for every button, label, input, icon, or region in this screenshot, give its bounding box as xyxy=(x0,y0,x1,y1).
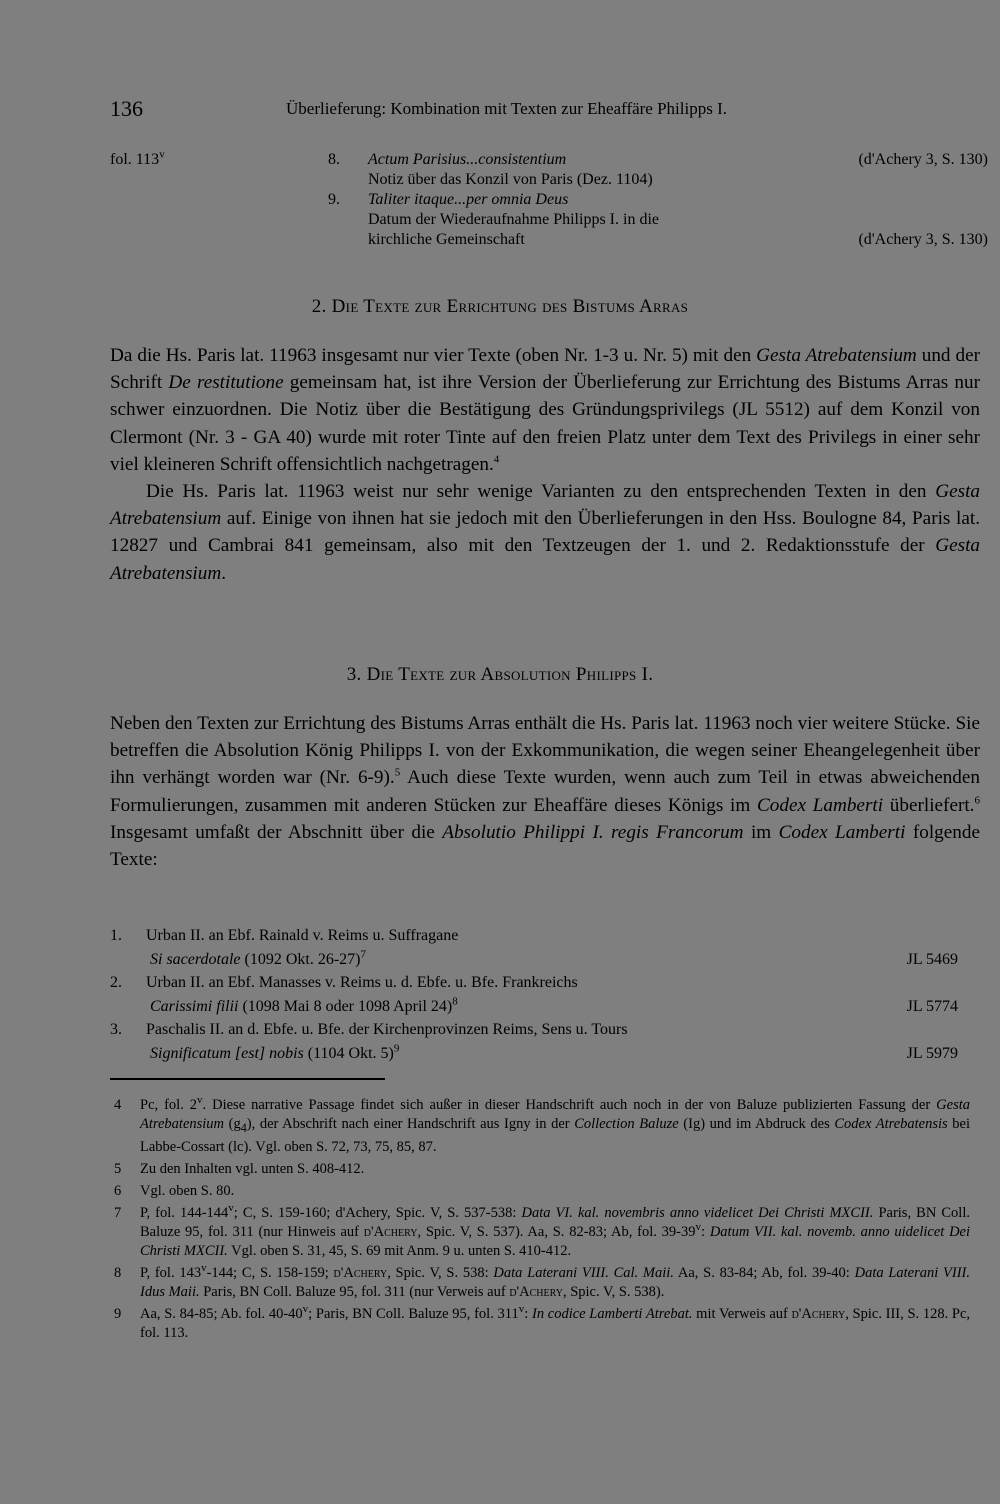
paragraph: Die Hs. Paris lat. 11963 weist nur sehr wenige Varianten zu den entsprechenden Texten in den Gesta Atrebatensium auf. Einige von ihnen hat sie jedoch mit den Überlieferungen in den Hss. Boulogne 84, Paris lat. 12827 und Cambrai 841 gemeinsam, also mit den Textzeugen der 1. und 2. Redaktionsstufe der Gesta Atrebatensium. xyxy=(110,481,980,584)
footnote-5: 5 Zu den Inhalten vgl. unten S. 408-412. xyxy=(114,1160,365,1177)
footnote-ref[interactable]: 7 xyxy=(360,948,366,961)
footnote-ref[interactable]: 4 xyxy=(493,453,500,466)
footnote-9: 9 Aa, S. 84-85; Ab. fol. 40-40$^v$; Paris, BN Coll. Baluze 95, fol. 311$^v$: In codice Lamberti Atrebat. mit Verweis auf d'Achery, Spic. III, S. 128. Pc, fol. 113. xyxy=(114,1303,971,1341)
footnotes xyxy=(110,1096,970,1346)
section-2-body xyxy=(110,342,980,587)
footnote-divider xyxy=(110,1078,385,1080)
section-heading-3: 3. Die Texte zur Absolution Philipps I. xyxy=(346,664,654,685)
list-item-desc: kirchliche Gemeinschaft (d'Achery 3, S. 130) xyxy=(368,231,988,248)
reference: JL 5774 xyxy=(906,997,958,1015)
absolution-text-list xyxy=(110,924,958,1065)
footnote-ref[interactable]: 9 xyxy=(393,1042,400,1055)
list-item: 2. Urban II. an Ebf. Manasses v. Reims u. d. Ebfe. u. Bfe. Frankreichs Carissimi filii (1098 Mai 8 oder 1098 April 24)$^8$ JL 5774 xyxy=(110,971,958,1018)
list-item: 1. Urban II. an Ebf. Rainald v. Reims u. Suffragane Si sacerdotale (1092 Okt. 26-27)$^7$ JL 5469 xyxy=(110,924,958,971)
footnote-6: 6 Vgl. oben S. 80. xyxy=(114,1182,235,1199)
paragraph: Neben den Texten zur Errichtung des Bistums Arras enthält die Hs. Paris lat. 11963 noch vier weitere Stücke. Sie betreffen die Absolution König Philipps I. von der Exkommunikation, die wegen seiner Eheangelegenheit über ihn verhängt worden war (Nr. 6-9).$^5$ Auch diese Texte wurden, wenn auch zum Teil in etwas abweichenden Formulierungen, zusammen mit anderen Stücken zur Eheaffäre dieses Königs im Codex Lamberti überliefert.$^6$ Insgesamt umfaßt der Abschnitt über die Absolutio Philippi I. regis Francorum im Codex Lamberti folgende Texte: xyxy=(110,713,981,871)
folio-label: fol. 113$^v$ xyxy=(110,148,165,168)
footnote-ref[interactable]: 5 xyxy=(394,767,401,780)
incipit: Actum Parisius...consistentium xyxy=(368,151,567,168)
reference: (d'Achery 3, S. 130) xyxy=(858,151,988,168)
list-item-desc: Datum der Wiederaufnahme Philipps I. in die xyxy=(368,211,659,228)
incipit: Si sacerdotale xyxy=(150,950,241,968)
incipit: Taliter itaque...per omnia Deus xyxy=(368,191,569,208)
running-title: Überlieferung: Kombination mit Texten zur Eheaffäre Philipps I. xyxy=(286,99,728,118)
footnote-8: 8 P, fol. 143$^v$-144; C, S. 158-159; d'Achery, Spic. V, S. 538: Data Laterani VIII. Cal. Maii. Aa, S. 83-84; Ab, fol. 39-40: Data Laterani VIII. Idus Maii. Paris, BN Coll. Baluze 95, fol. 311 (nur Verweis auf d'Achery, Spic. V, S. 538). xyxy=(114,1262,971,1300)
reference: JL 5469 xyxy=(906,950,958,968)
footnote-ref[interactable]: 8 xyxy=(452,995,458,1008)
page-header xyxy=(110,96,890,126)
reference: JL 5979 xyxy=(906,1044,958,1062)
list-item: 8. Actum Parisius...consistentium (d'Achery 3, S. 130) xyxy=(328,151,988,168)
section-3-body xyxy=(110,710,980,873)
list-item: 9. Taliter itaque...per omnia Deus xyxy=(328,191,569,208)
section-heading-2: 2. Die Texte zur Errichtung des Bistums Arras xyxy=(311,296,689,317)
footnote-4: 4 Pc, fol. 2$^v$. Diese narrative Passage findet sich außer in dieser Handschrift auch noch in der von Baluze publizierten Fassung der Gesta Atrebatensium $(g_4)$, der Abschrift nach einer Handschrift aus Igny in der Collection Baluze (Ig) und im Abdruck des Codex Atrebatensis bei Labbe-Cossart (lc). Vgl. oben S. 72, 73, 75, 85, 87. xyxy=(114,1094,971,1155)
reference: (d'Achery 3, S. 130) xyxy=(858,231,988,248)
incipit: Carissimi filii xyxy=(150,997,239,1015)
footnote-ref[interactable]: 6 xyxy=(974,794,980,807)
folio-text-list xyxy=(328,150,988,250)
incipit: Significatum [est] nobis xyxy=(150,1044,304,1062)
list-item-desc: Notiz über das Konzil von Paris (Dez. 1104) xyxy=(368,171,653,188)
footnote-7: 7 P, fol. 144-144$^v$; C, S. 159-160; d'Achery, Spic. V, S. 537-538: Data VI. kal. novembris anno videlicet Dei Christi MXCII. Paris, BN Coll. Baluze 95, fol. 311 (nur Hinweis auf d'Achery, Spic. V, S. 537). Aa, S. 82-83; Ab, fol. 39-39$^v$: Datum VII. kal. novemb. anno uidelicet Dei Christi MXCII. Vgl. oben S. 31, 45, S. 69 mit Anm. 9 u. unten S. 410-412. xyxy=(114,1202,971,1259)
paragraph: Da die Hs. Paris lat. 11963 insgesamt nur vier Texte (oben Nr. 1-3 u. Nr. 5) mit den Gesta Atrebatensium und der Schrift De restitutione gemeinsam hat, ist ihre Version der Überlieferung zur Errichtung des Bistums Arras nur schwer einzuordnen. Die Notiz über die Bestätigung des Gründungsprivilegs (JL 5512) auf dem Konzil von Clermont (Nr. 3 - GA 40) wurde mit roter Tinte auf den freien Platz unter dem Text des Privilegs in einer sehr viel kleineren Schrift offensichtlich nachgetragen.$^4$ xyxy=(110,345,981,475)
page-number: 136 xyxy=(110,96,143,121)
list-item: 3. Paschalis II. an d. Ebfe. u. Bfe. der Kirchenprovinzen Reims, Sens u. Tours Significatum [est] nobis (1104 Okt. 5)$^9$ JL 5979 xyxy=(110,1018,958,1065)
